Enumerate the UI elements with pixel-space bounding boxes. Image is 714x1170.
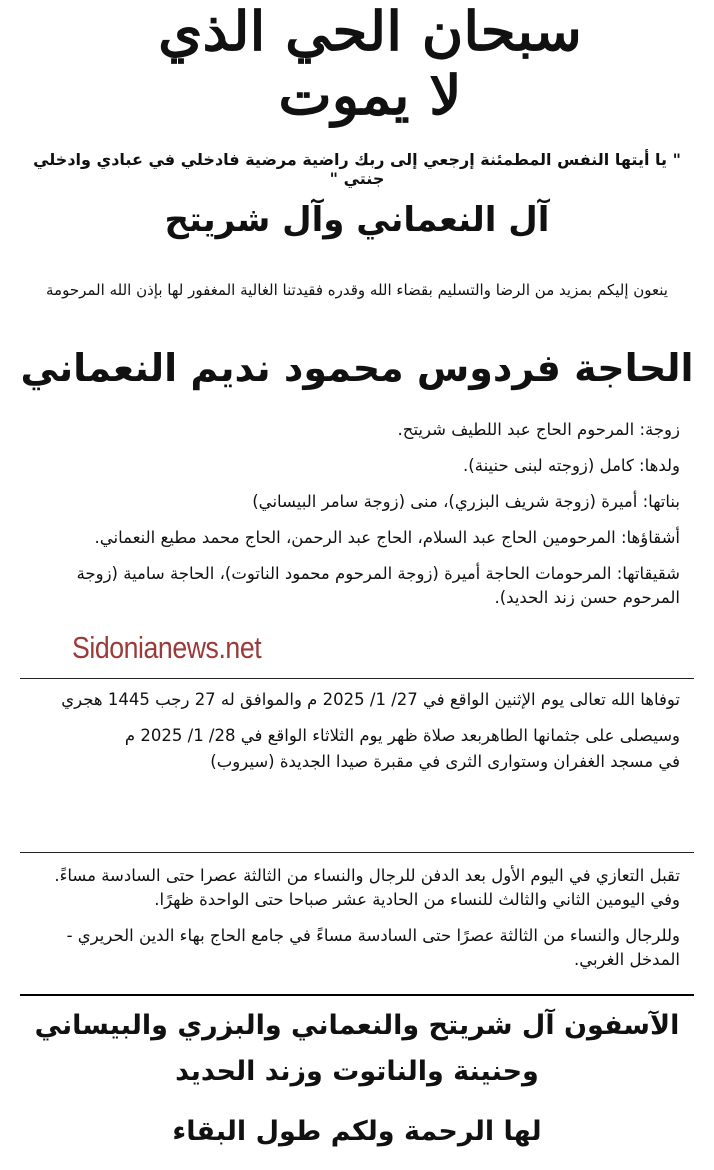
family-names-title: آل النعماني وآل شريتح [164,200,550,240]
divider-top [20,678,694,679]
death-date-text: توفاها الله تعالى يوم الإثنين الواقع في 27/ 1/ 2025 م والموافق له 27 رجب 1445 هجري [61,690,680,709]
closing-block [20,1005,694,1157]
closing-condolence: لها الرحمة ولكم طول البقاء [172,1116,542,1147]
announcement-intro: ينعون إليكم بمزيد من الرضا والتسليم بقضاء الله وقدره فقيدتنا الغالية المغفور لها بإذن الله المرحومة [46,281,668,299]
deceased-name: الحاجة فردوس محمود نديم النعماني [20,346,694,390]
condolence-details [20,864,680,984]
condolence-text-2: وللرجال والنساء من الثالثة عصرًا حتى السادسة مساءً في جامع الحاج بهاء الدين الحريري - المدخل الغربي. [66,926,680,969]
relative-sisters: شقيقاتها: المرحومات الحاجة أميرة (زوجة المرحوم محمود الناتوت)، الحاجة سامية (زوجة المرحوم حسن زند الحديد). [76,564,680,607]
relative-daughters: بناتها: أميرة (زوجة شريف البزري)، منى (زوجة سامر البيساني) [252,492,680,511]
closing-mourners-1: الآسفون آل شريتح والنعماني والبزري والبيساني [34,1010,680,1041]
funeral-details [20,688,680,786]
relatives-list [20,418,680,622]
condolence-text-1: تقبل التعازي في اليوم الأول بعد الدفن للرجال والنساء من الثالثة عصرا حتى السادسة مساءً. وفي اليومين الثاني والثالث للنساء من الحادية عشر صباحا حتى الواحدة ظهرًا. [54,866,680,909]
quran-verse: " يا أيتها النفس المطمئنة إرجعي إلى ربك راضية مرضية فادخلي في عبادي وادخلي جنتي " [33,150,681,188]
header-calligraphy: سبحان الحي الذي لا يموت [158,0,582,127]
divider-bottom [20,994,694,996]
site-watermark: Sidonianews.net [72,630,262,665]
closing-mourners-2: وحنينة والناتوت وزند الحديد [175,1056,539,1087]
prayer-text: وسيصلى على جثمانها الطاهربعد صلاة ظهر يوم الثلاثاء الواقع في 28/ 1/ 2025 م [124,726,680,745]
relative-son: ولدها: كامل (زوجته لبنى حنينة). [463,456,680,475]
burial-text: في مسجد الغفران وستوارى الثرى في مقبرة صيدا الجديدة (سيروب) [210,752,680,771]
relative-brothers: أشقاؤها: المرحومين الحاج عبد السلام، الحاج عبد الرحمن، الحاج محمد مطيع النعماني. [94,528,680,547]
divider-middle [20,852,694,853]
relative-husband: زوجة: المرحوم الحاج عبد اللطيف شريتح. [397,420,680,439]
